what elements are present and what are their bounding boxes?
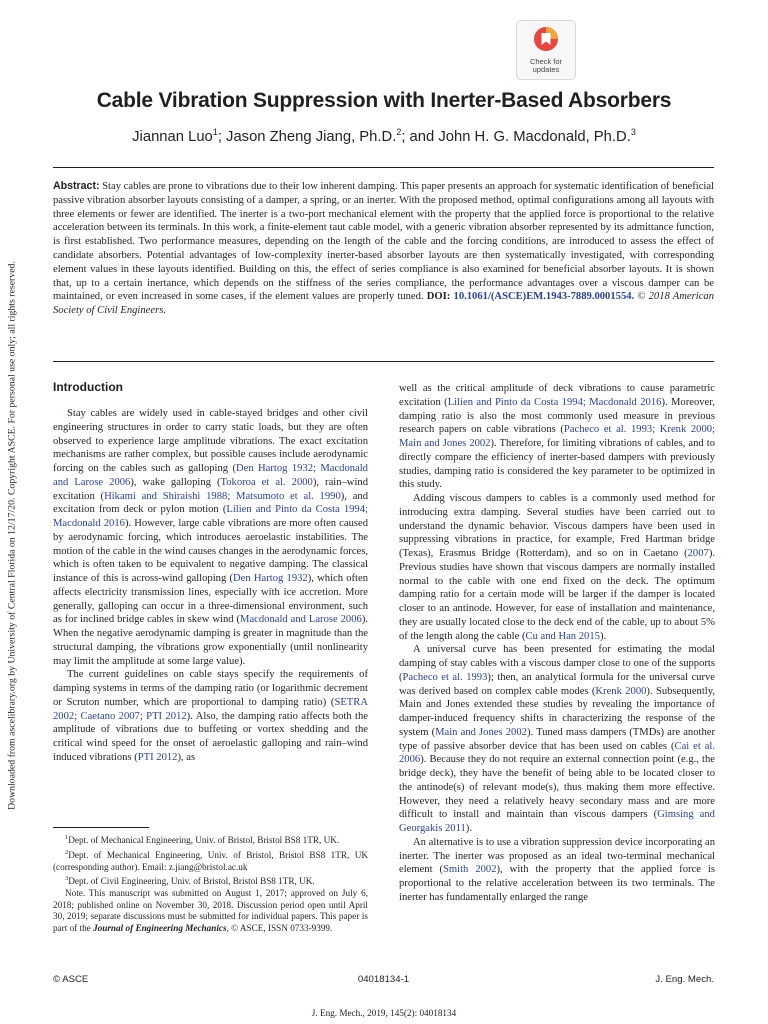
text-run: ), as [177,751,196,763]
footnote-text: Dept. of Mechanical Engineering, Univ. of Bristol, Bristol BS8 1TR, UK (corresponding author). Email: z.jiang@bristol.ac.uk [53,849,368,872]
abstract-top-rule [53,167,714,168]
footnote-text: Dept. of Civil Engineering, Univ. of Bristol, Bristol BS8 1TR, UK. [68,876,315,887]
reference-link[interactable]: SETRA 2002; Caetano 2007; PTI 2012 [53,696,368,722]
text-run: ); then, an analytical formula for the universal curve was derived based on complex cable modes ( [399,671,715,697]
paragraph [53,407,368,668]
abstract-label: Abstract: [53,180,100,192]
footnote-text: Note. This manuscript was submitted on August 1, 2017; approved on July 6, 2018; published online on November 30, 2018. Discussion period open until April 30, 2019; separate discussions must be submitted for individual papers. This paper is part of the [53,888,368,934]
text-run: ), rain–wind excitation ( [53,476,368,502]
reference-link[interactable]: Gimsing and Georgakis 2011 [399,809,715,834]
author-3-affil: 3 [630,127,636,137]
text-run: ). Because they do not require an external connection point (e.g., the bridge deck), they have the benefit of being able to be located closer to the antinode(s) of relevant mode(s), thus making them more effective. However, they need a relatively heavy secondary mass and are more difficult to install and maintain than viscous dampers ( [399,754,715,821]
text-run: Adding viscous dampers to cables is a commonly used method for introducing extra damping. Several studies have been carried out to understand the dynamic behavior. Viscous dampers have been used in suppressing vibrations in practice, for example, Fred Hartman bridge (Texas), Erasmus Bridge (Rotterdam), and so on in Caetano ( [399,493,715,559]
footnote-affiliation-3 [53,873,368,888]
footnote-marker: 3 [65,875,69,883]
author-separator: ; and [401,128,439,145]
text-run: An alternative is to use a vibration suppression device incorporating an inerter. The inerter was proposed as an ideal two-terminal mechanical element ( [399,836,715,876]
author-list [0,127,768,145]
reference-link[interactable]: Tokoroa et al. 2000 [220,476,313,488]
side-download-note: Downloaded from ascelibrary.org by University of Central Florida on 12/17/20. Copyright ASCE. For personal use only; all rights reserved. [6,261,18,810]
paragraph [53,668,368,764]
author-3: John H. G. Macdonald, Ph.D. [438,128,631,145]
paragraph [399,492,715,643]
text-run: ). [465,823,472,834]
reference-link[interactable]: 2007 [687,548,709,559]
badge-label-line2: updates [532,65,560,74]
footnote-affiliation-1 [53,832,368,847]
text-run: ). However, large cable vibrations are more often caused by aerodynamic forcing, which introduces aeroelastic instabilities. The motion of the cable in the wind causes changes in the aerodynamic forces, which is often taken to be equivalent to negative damping. The classical instance of this is across-wind galloping ( [53,518,368,584]
reference-link[interactable]: Lilien and Pinto da Costa 1994; Macdonald 2016 [447,396,662,408]
author-separator: ; [217,128,227,145]
footer-publisher: © ASCE [53,974,89,985]
author-2-affil: 2 [396,127,402,137]
journal-name: Journal of Engineering Mechanics [93,923,227,934]
abstract-bottom-rule [53,361,714,362]
reference-link[interactable]: Pacheco et al. 1993 [402,671,488,683]
reference-link[interactable]: Lilien and Pinto da Costa 1994; Macdonald 2016 [53,504,368,529]
section-heading-introduction: Introduction [53,380,123,394]
footer-article-number: 04018134-1 [357,974,410,985]
reference-link[interactable]: Den Hartog 1932 [233,573,308,584]
text-run: ). Moreover, damping ratio is also the most commonly used measure in previous research papers on cable vibrations ( [399,396,715,436]
abstract [53,180,714,318]
reference-link[interactable]: Pacheco et al. 1993; Krenk 2000; Main and Jones 2002 [399,424,715,449]
left-column [53,407,368,765]
paragraph [399,382,715,492]
footnote-note [53,888,368,935]
text-run: ), which often affects electricity transmission lines, especially with ice accretion. More generally, galloping can occur in a three-dimensional environment, such as for inclined bridge cables in skew wind ( [53,573,369,626]
reference-link[interactable]: Krenk 2000 [595,685,647,697]
text-run: ). Also, the damping ratio affects both the amplitude of vibrations due to buffeting or vortex shedding and the critical wind speed for the onset of aeroelastic galloping and rain–wind induced vibrations ( [53,710,368,763]
text-run: ), wake galloping ( [130,476,221,488]
reference-link[interactable]: PTI 2012 [137,751,178,763]
badge-label-line1: Check for [529,57,563,66]
citation-line: J. Eng. Mech., 2019, 145(2): 04018134 [311,1008,457,1018]
reference-link[interactable]: Den Hartog 1932; Macdonald and Larose 2006 [53,463,368,488]
text-run: ). [599,630,607,642]
author-2: Jason Zheng Jiang, Ph.D. [226,128,397,145]
footer-journal: J. Eng. Mech. [655,974,714,985]
reference-link[interactable]: Cu and Han 2015 [525,630,600,642]
doi-link[interactable]: 10.1061/(ASCE)EM.1943-7889.0001554. [450,291,635,303]
text-run: well as the critical amplitude of deck vibrations to cause parametric excitation ( [399,383,715,408]
paragraph [399,643,715,836]
text-run: ). Previous studies have shown that viscous dampers are normally installed normal to the cable with one end fixed on the deck. The optimum damping ratio for a certain mode will be larger if the damper is located closer to an antinode. However, for ease of installation and maintenance, they are usually located close to the deck end of the cable, up to about 5% of the length along the cable ( [399,548,715,642]
right-column [399,382,715,905]
reference-link[interactable]: Smith 2002 [443,864,497,876]
reference-link[interactable]: Main and Jones 2002 [435,726,527,738]
text-run: ). Tuned mass dampers (TMDs) are another type of passive absorber device that has been used on cables ( [399,726,715,752]
reference-link[interactable]: Macdonald and Larose 2006 [240,614,362,626]
author-1: Jiannan Luo [132,128,213,145]
author-1-affil: 1 [212,127,218,137]
text-run: ). Therefore, for limiting vibrations of cables, and to directly compare the efficiency of inerter-based dampers with previously studies, damping ratio is considered the key parameter to be optimized in this study. [399,438,715,491]
footnote-text: Dept. of Mechanical Engineering, Univ. of Bristol, Bristol BS8 1TR, UK. [68,835,340,846]
text-run: Stay cables are widely used in cable-stayed bridges and other civil engineering structures in order to carry static loads, but they are often observed to experience large amplitude vibrations. The exact excitation mechanisms are rather complex, but possible causes include aerodynamic forcing on the cables such as galloping ( [53,408,368,474]
text-run: ). Subsequently, Main and Jones extended these studies by revealing the importance of damper-induced frequency shifts in characterizing the response of the system ( [399,685,715,738]
text-run: ), with the property that the applied force is proportional to the relative acceleration between its two terminals. The inerter has fundamentally enlarged the range [399,864,715,903]
abstract-text: Stay cables are prone to vibrations due to their low inherent damping. This paper presents an approach for systematic identification of beneficial passive vibration absorber layouts consisting of a damper, a spring, or an inerter. With the proposed method, optimal configurations among all layouts with three elements or fewer are identified. The inerter is a two-port mechanical element with the property that the applied force is proportional to the relative acceleration between its terminals. In this work, a finite-element taut cable model, with a generic vibration absorber represented by its admittance function, is first established. Two performance measures, depending on the length of the cable and the forcing conditions, are introduced to assess the effect of candidate absorbers. Potential advantages of low-complexity inerter-based absorber layouts are then systematically investigated, with corresponding element values in these layouts identified. Building on this, the effect of series compliance is also examined for beneficial absorber layouts. It is shown that, up to a certain inertance, which depends on the stiffness of the series compliance, the performance advantages over a viscous damper can be maintained, or even increased in some cases, if the element values are properly tuned. [53,181,714,303]
footnote-text: , © ASCE, ISSN 0733-9399. [226,923,333,934]
doi-label: DOI: [426,291,451,303]
footnote-rule [53,827,149,828]
text-run: A universal curve has been presented for estimating the modal damping of stay cables with a viscous damper close to one of the supports ( [399,644,715,683]
reference-link[interactable]: Cai et al. 2006 [399,740,716,766]
reference-link[interactable]: Hikami and Shiraishi 1988; Matsumoto et al. 1990 [104,490,341,502]
abstract-copyright: © 2018 American Society of Civil Engineers. [53,291,714,317]
paper-title: Cable Vibration Suppression with Inerter-Based Absorbers [96,89,672,112]
text-run: ). When the negative aerodynamic damping is greater in magnitude than the structural damping, the vibrations grow exponentially (until nonlinearity may limit the amplitude at some large value). [53,614,368,667]
footnote-marker: 1 [65,834,69,841]
text-run: ), and excitation from deck or pylon motion ( [53,490,368,516]
footnote-marker: 2 [65,848,69,856]
check-for-updates-badge[interactable] [516,20,576,80]
bookmark-icon [532,25,560,53]
footnotes [53,832,368,935]
paragraph [399,836,715,905]
footnote-affiliation-2 [53,847,368,873]
text-run: The current guidelines on cable stays specify the requirements of damping systems in terms of the damping ratio (or logarithmic decrement or Scruton number, which are proportional to damping ratio) ( [53,669,368,708]
